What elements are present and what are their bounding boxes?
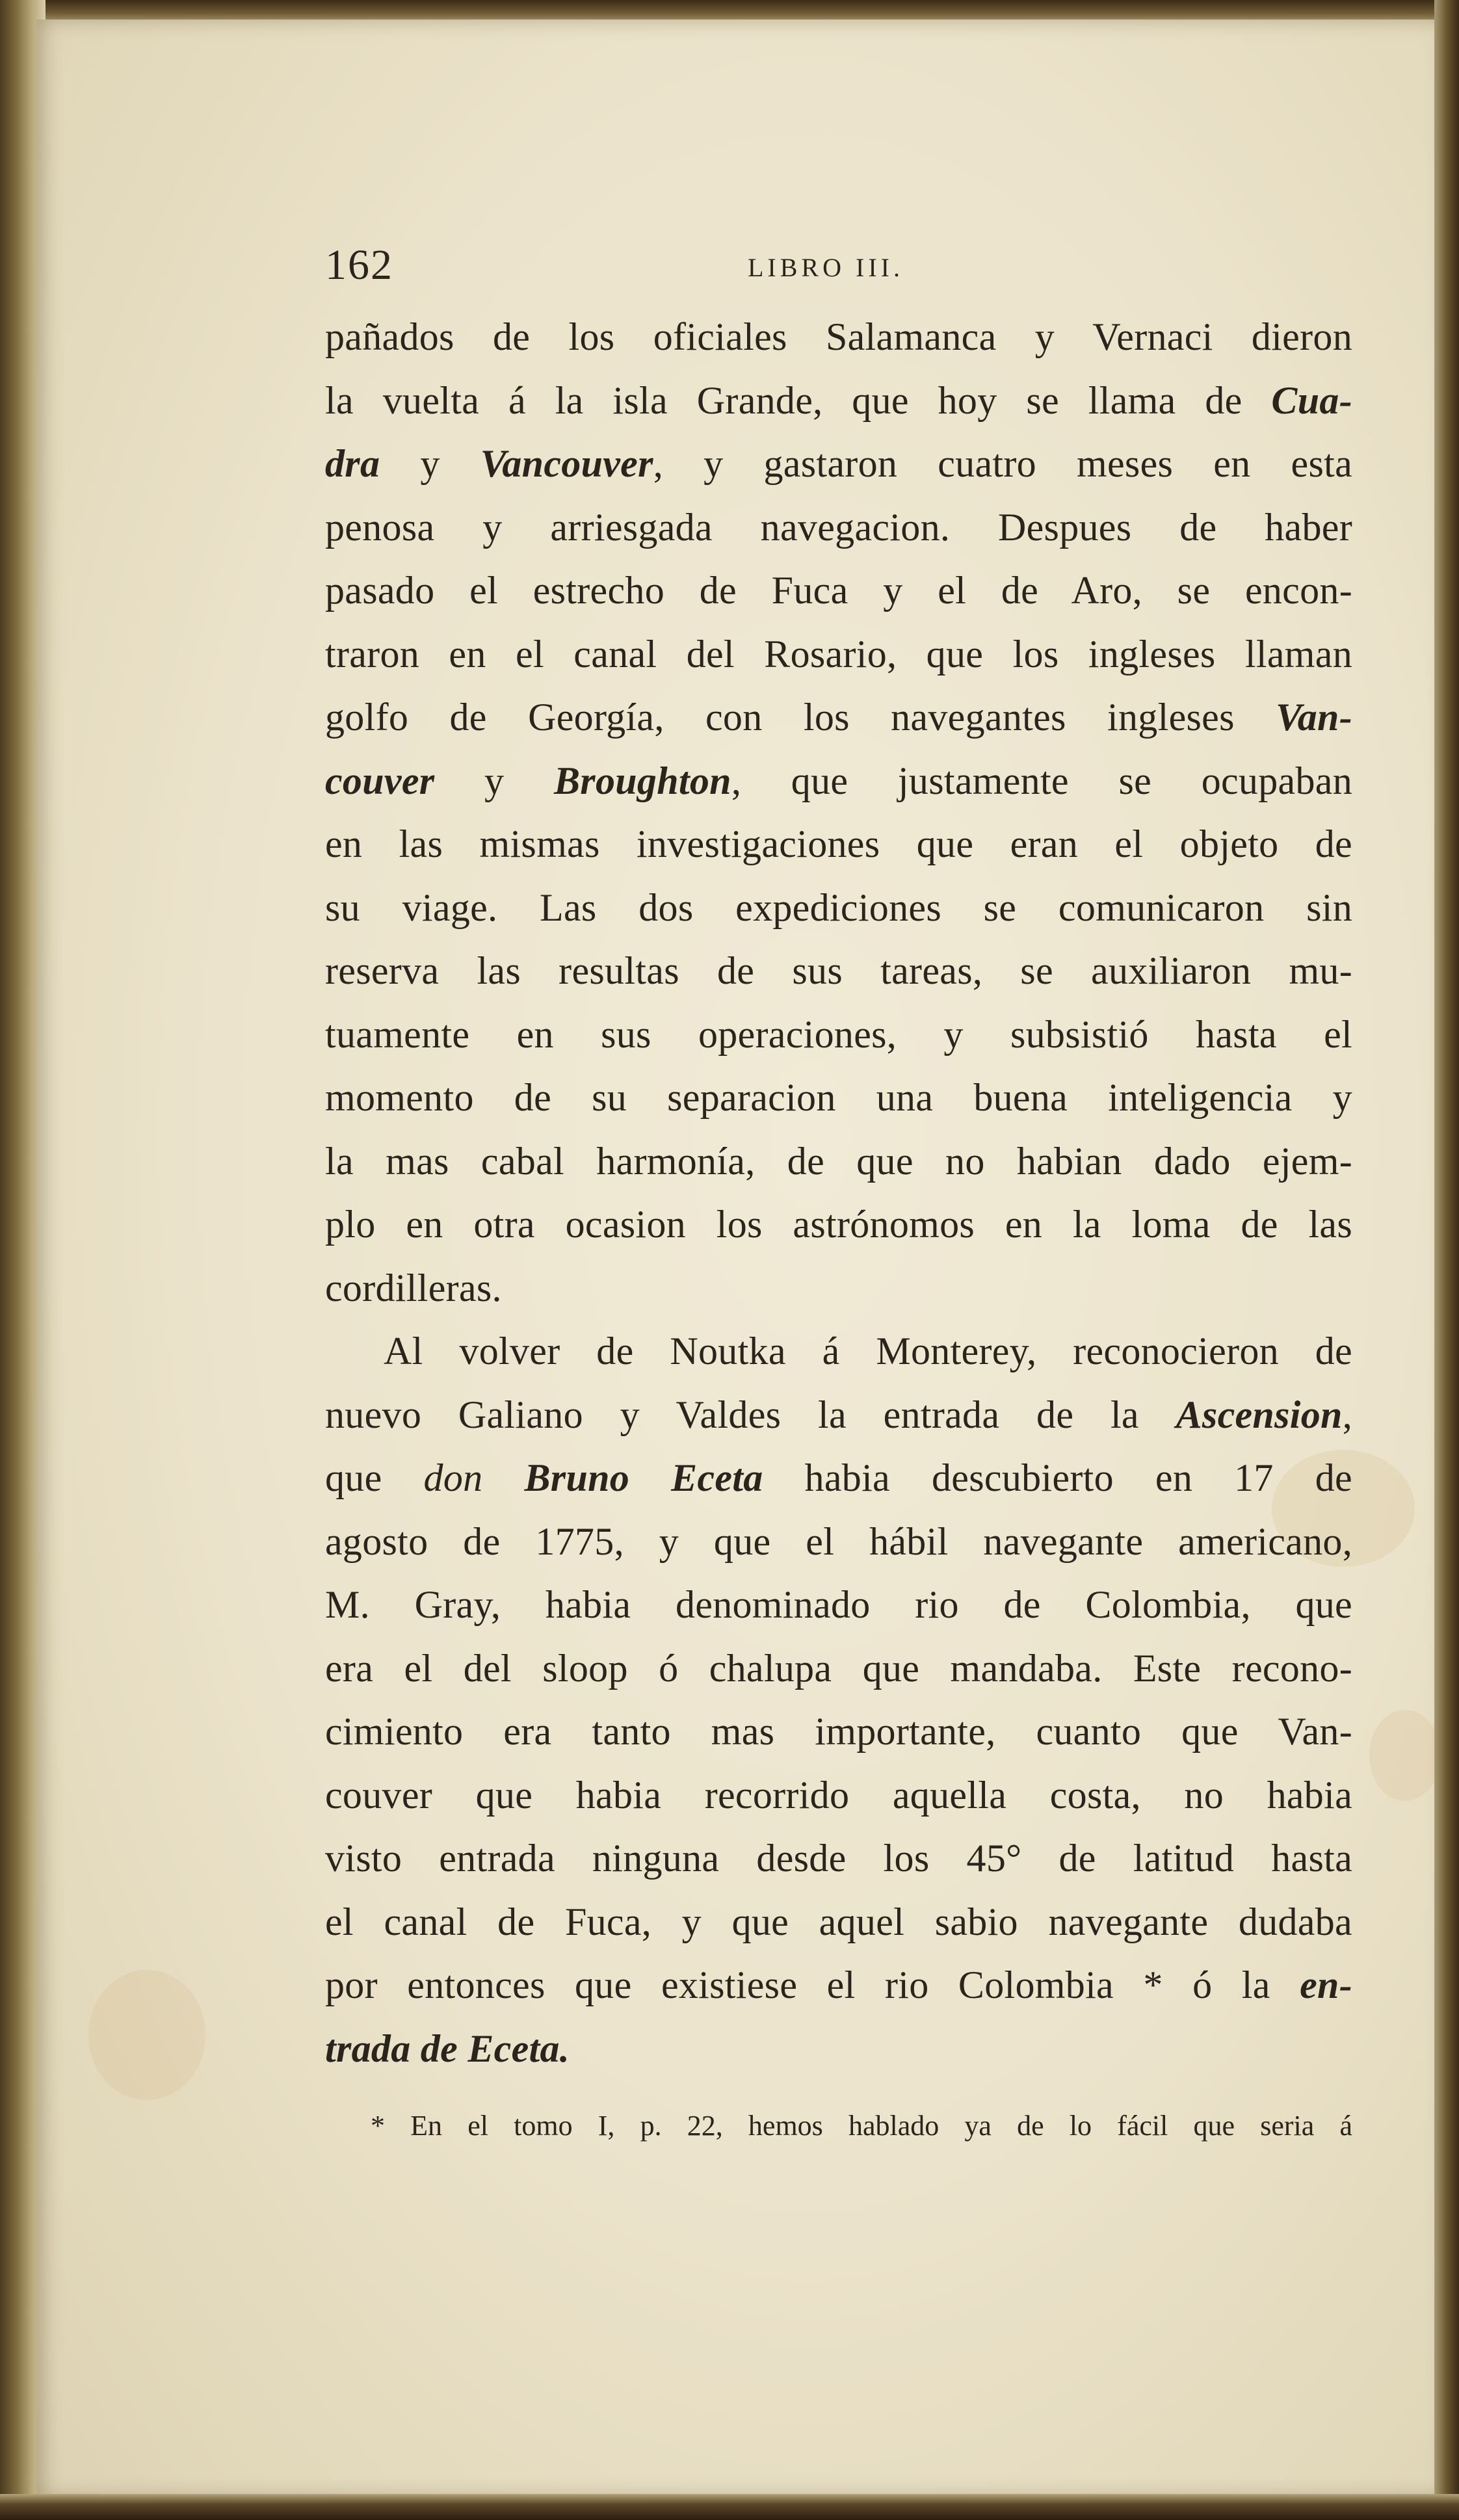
footnote: * En el tomo I, p. 22, hemos hablado ya de lo fácil que seria á	[371, 2110, 1352, 2142]
text-line	[325, 1447, 1352, 1510]
text-run: la vuelta á la isla Grande, que hoy se llama de	[325, 378, 1272, 422]
text-line	[325, 1066, 1352, 1130]
emphasis-text: en-	[1300, 1963, 1352, 2006]
text-run: pasado el estrecho de Fuca y el de Aro, se encon-	[325, 569, 1352, 612]
text-line	[325, 1384, 1352, 1447]
emphasis-text: trada de Eceta.	[325, 2027, 570, 2070]
text-run: plo en otra ocasion los astrónomos en la loma de las	[325, 1203, 1352, 1246]
text-run: cordilleras.	[325, 1266, 502, 1309]
text-line	[325, 306, 1352, 369]
text-run: nuevo Galiano y Valdes la entrada de la	[325, 1393, 1176, 1436]
text-line	[325, 369, 1352, 433]
emphasis-text: Broughton	[553, 759, 731, 802]
text-run: en las mismas investigaciones que eran el objeto de	[325, 822, 1352, 865]
page-right-edge	[1434, 0, 1459, 2520]
text-run: agosto de 1775, y que el hábil navegante americano,	[325, 1519, 1352, 1563]
text-line	[325, 1130, 1352, 1194]
text-run: tuamente en sus operaciones, y subsistió hasta el	[325, 1012, 1352, 1056]
text-line	[325, 1573, 1352, 1637]
text-run: , que justamente se ocupaban	[731, 759, 1352, 802]
text-run: y	[434, 759, 554, 802]
text-run: habia descubierto en 17 de	[763, 1456, 1352, 1499]
text-run: ,	[1342, 1393, 1352, 1436]
foxing-stain	[1369, 1710, 1441, 1801]
text-line	[325, 559, 1352, 623]
text-run: cimiento era tanto mas importante, cuanto que Van-	[325, 1710, 1352, 1753]
text-run: penosa y arriesgada navegacion. Despues de haber	[325, 505, 1352, 549]
text-line	[325, 1700, 1352, 1764]
text-run: la mas cabal harmonía, de que no habian dado ejem-	[325, 1139, 1352, 1183]
emphasis-text: Vancouver	[480, 442, 653, 485]
text-line	[325, 1637, 1352, 1701]
running-head-title: LIBRO III.	[748, 253, 904, 282]
text-run: golfo de Georgía, con los navegantes ingleses	[325, 696, 1276, 739]
text-run: momento de su separacion una buena inteligencia y	[325, 1076, 1352, 1119]
text-line	[325, 1320, 1352, 1384]
emphasis-text: couver	[325, 759, 435, 802]
text-line	[325, 876, 1352, 940]
body-text	[325, 306, 1352, 2080]
text-run: y	[380, 442, 480, 485]
text-line	[325, 1193, 1352, 1257]
text-line	[325, 1257, 1352, 1320]
text-line	[325, 496, 1352, 560]
text-line	[325, 686, 1352, 750]
text-run: couver que habia recorrido aquella costa, no habia	[325, 1773, 1352, 1817]
emphasis-text: Bruno Eceta	[524, 1456, 763, 1499]
emphasis-text: dra	[325, 442, 380, 485]
text-line	[325, 1891, 1352, 1954]
text-run: que	[325, 1456, 424, 1499]
text-run: , y gastaron cuatro meses en esta	[653, 442, 1352, 485]
text-run: M. Gray, habia denominado rio de Colombia, que	[325, 1583, 1352, 1626]
page-text	[325, 234, 1352, 2146]
emphasis-text: Van-	[1276, 696, 1352, 739]
running-head	[325, 234, 1352, 306]
text-run: su viage. Las dos expediciones se comunicaron sin	[325, 886, 1352, 929]
text-line	[325, 432, 1352, 496]
text-line	[325, 2017, 1352, 2081]
page-number: 162	[325, 241, 393, 289]
page-bottom-edge	[0, 2494, 1459, 2520]
text-line	[325, 939, 1352, 1003]
text-line	[325, 1510, 1352, 1574]
text-run: Al volver de Noutka á Monterey, reconocieron de	[384, 1330, 1352, 1372]
text-line	[325, 1764, 1352, 1828]
text-run: pañados de los oficiales Salamanca y Vernaci dieron	[325, 315, 1352, 358]
emphasis-text: Ascension	[1176, 1393, 1343, 1436]
text-line	[325, 813, 1352, 876]
text-line	[325, 1827, 1352, 1891]
emphasis-text: don	[423, 1456, 483, 1499]
text-run: reserva las resultas de sus tareas, se auxiliaron mu-	[325, 949, 1352, 992]
text-run: visto entrada ninguna desde los 45° de latitud hasta	[325, 1837, 1352, 1880]
emphasis-text: Cua-	[1271, 378, 1352, 422]
text-run	[482, 1456, 524, 1499]
text-run: por entonces que existiese el rio Colombia * ó la	[325, 1963, 1300, 2006]
text-line	[325, 623, 1352, 687]
text-line	[325, 1954, 1352, 2017]
text-run: traron en el canal del Rosario, que los ingleses llaman	[325, 632, 1352, 676]
text-line	[325, 750, 1352, 813]
foxing-stain	[88, 1970, 205, 2100]
text-run: el canal de Fuca, y que aquel sabio navegante dudaba	[325, 1900, 1352, 1943]
text-run: era el del sloop ó chalupa que mandaba. Este recono-	[325, 1646, 1352, 1690]
text-line	[325, 1003, 1352, 1067]
